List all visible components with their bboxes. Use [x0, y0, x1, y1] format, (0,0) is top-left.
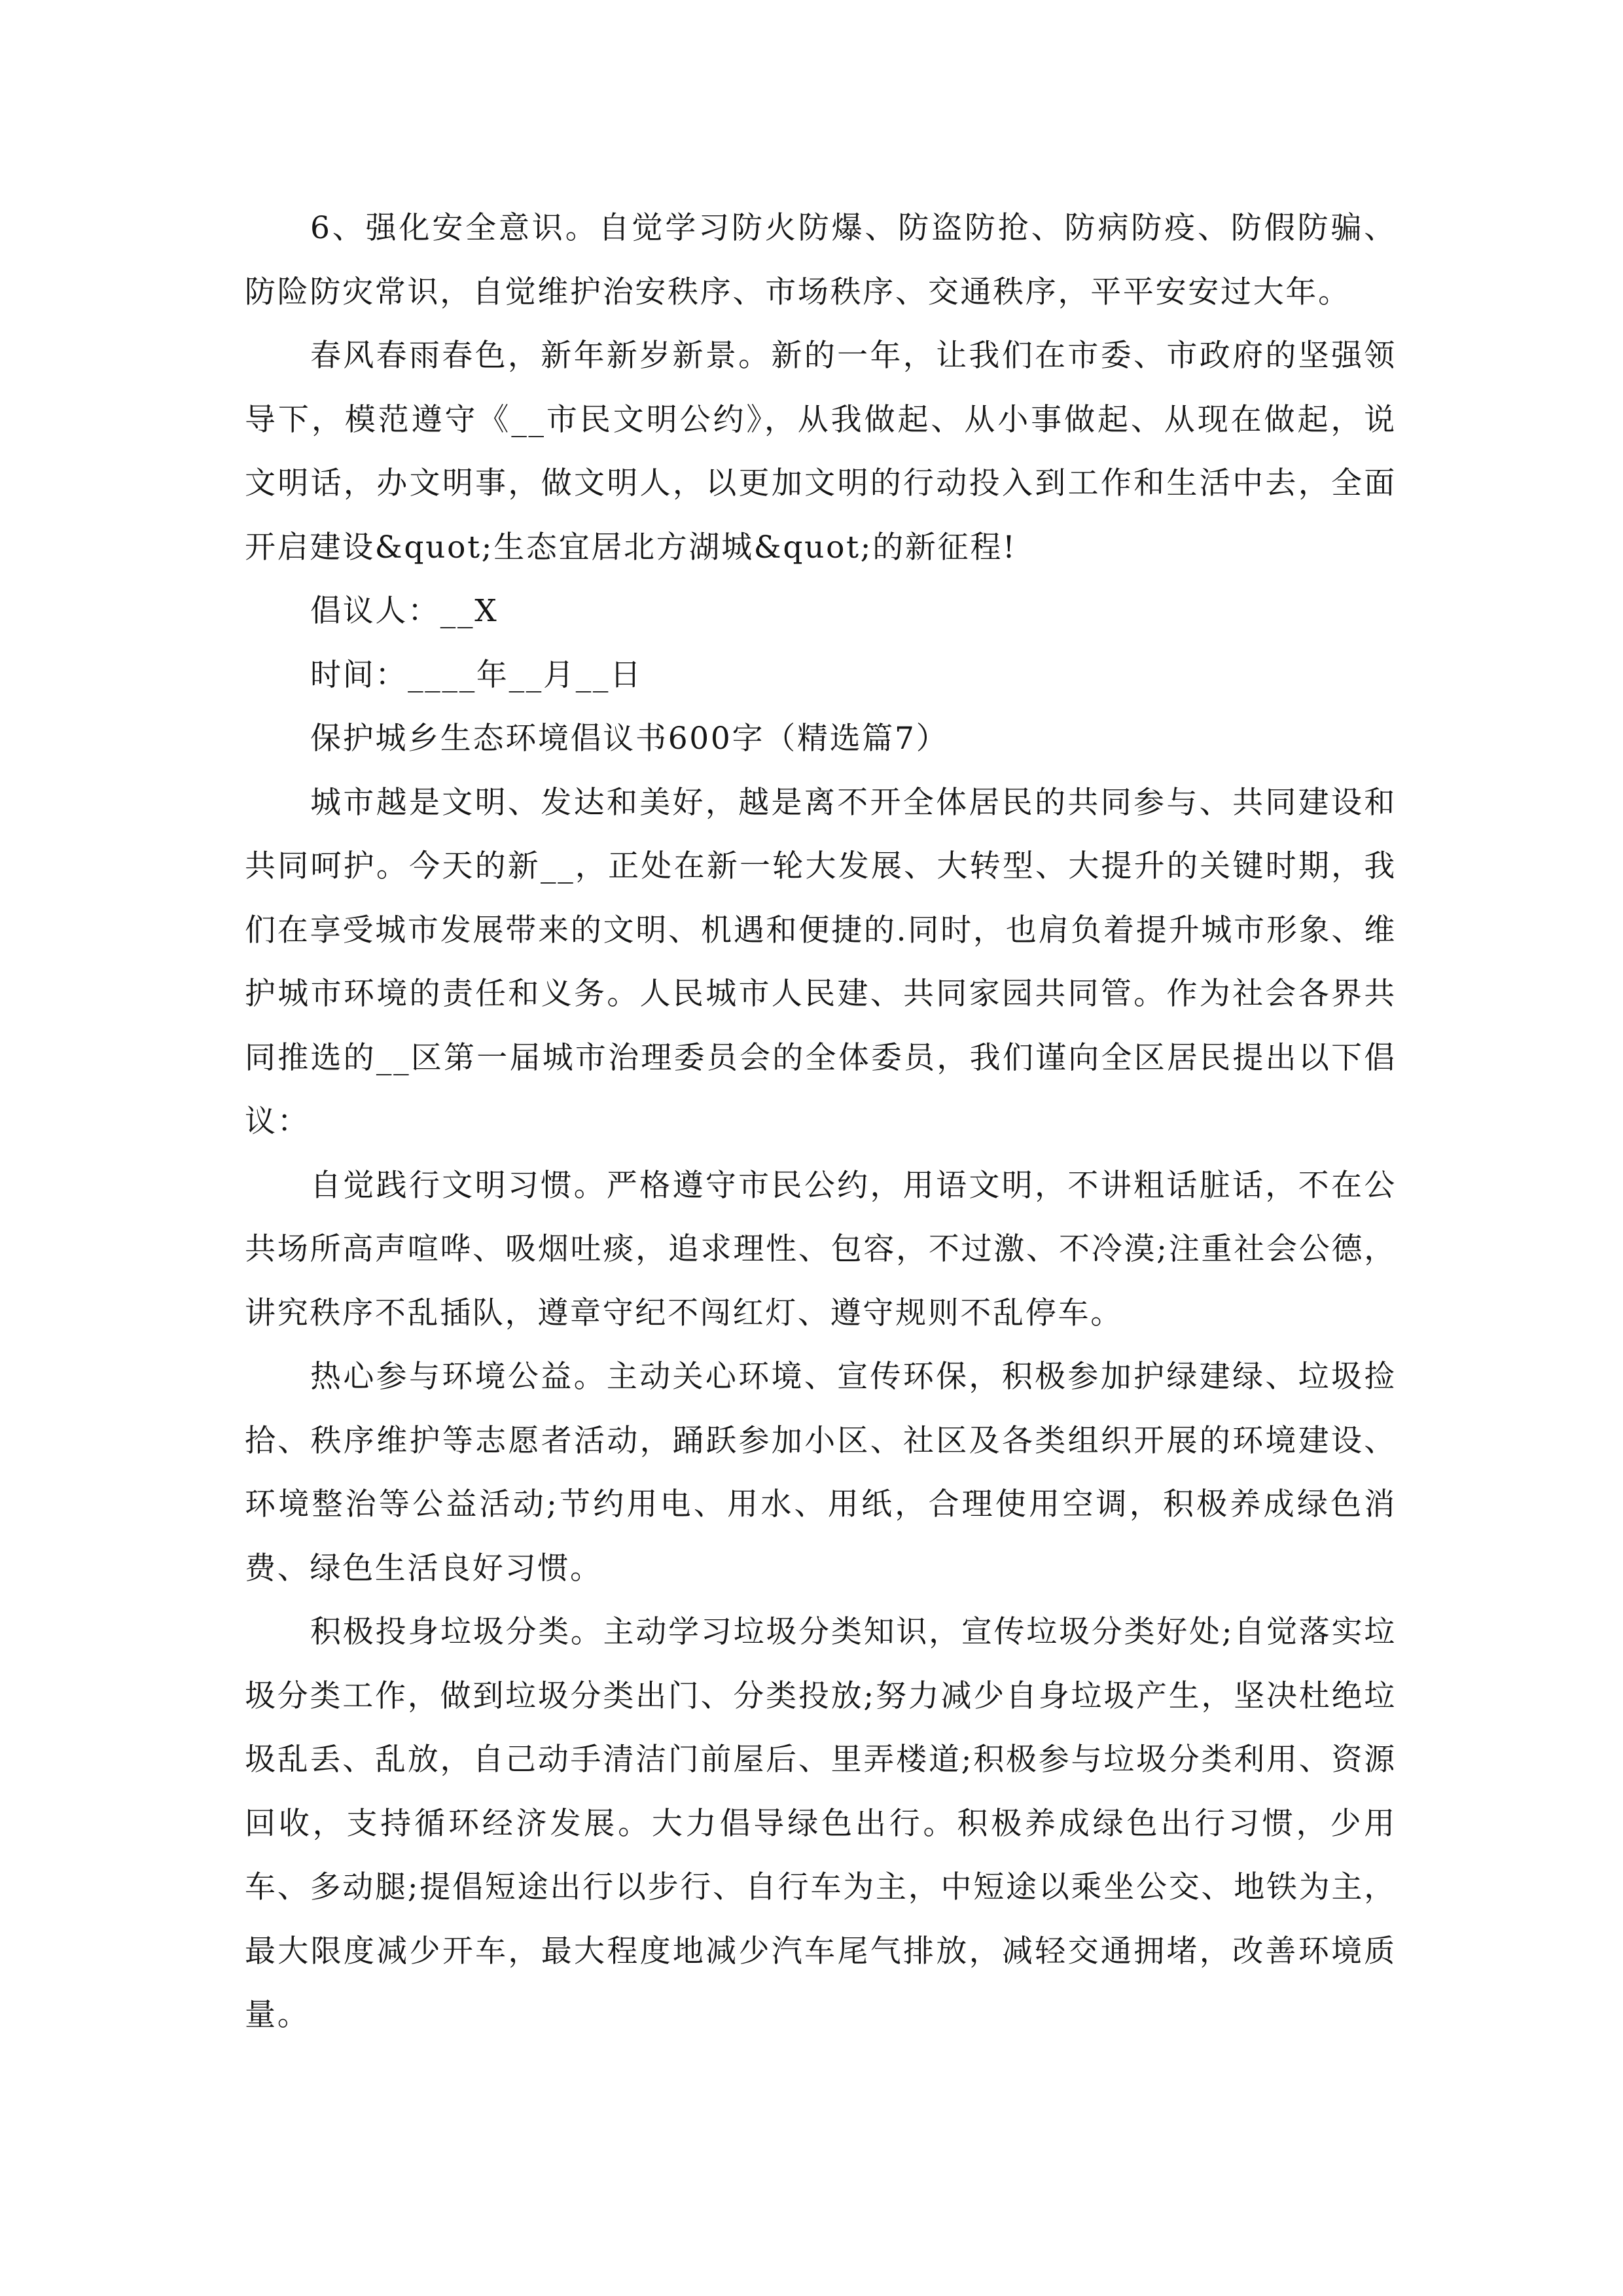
paragraph-safety-awareness: 6、强化安全意识。自觉学习防火防爆、防盗防抢、防病防疫、防假防骗、防险防灾常识，自觉维护治安秩序、市场秩序、交通秩序，平平安安过大年。 [245, 210, 1397, 310]
initiator-line: 倡议人：__X [310, 593, 499, 629]
document-body [245, 196, 1397, 2047]
paragraph-new-year: 春风春雨春色，新年新岁新景。新的一年，让我们在市委、市政府的坚强领导下，模范遵守《__市民文明公约》，从我做起、从小事做起、从现在做起，说文明话，办文明事，做文明人，以更加文明的行动投入到工作和生活中去，全面开启建设&quot;生态宜居北方湖城&quot;的新征程! [245, 338, 1397, 565]
paragraph-city-civilization: 城市越是文明、发达和美好，越是离不开全体居民的共同参与、共同建设和共同呵护。今天的新__，正处在新一轮大发展、大转型、大提升的关键时期，我们在享受城市发展带来的文明、机遇和便捷的.同时，也肩负着提升城市形象、维护城市环境的责任和义务。人民城市人民建、共同家园共同管。作为社会各界共同推选的__区第一届城市治理委员会的全体委员，我们谨向全区居民提出以下倡议： [245, 784, 1397, 1139]
paragraph-civilized-habits: 自觉践行文明习惯。严格遵守市民公约，用语文明，不讲粗话脏话，不在公共场所高声喧哗、吸烟吐痰，追求理性、包容，不过激、不冷漠;注重社会公德，讲究秩序不乱插队，遵章守纪不闯红灯、遵守规则不乱停车。 [245, 1167, 1397, 1331]
date-line: 时间：____年__月__日 [310, 656, 643, 693]
section-title: 保护城乡生态环境倡议书600字（精选篇7） [310, 721, 949, 757]
paragraph-environment-welfare: 热心参与环境公益。主动关心环境、宣传环保，积极参加护绿建绿、垃圾捡拾、秩序维护等志愿者活动，踊跃参加小区、社区及各类组织开展的环境建设、环境整治等公益活动;节约用电、用水、用纸，合理使用空调，积极养成绿色消费、绿色生活良好习惯。 [245, 1359, 1397, 1587]
paragraph-garbage-sorting: 积极投身垃圾分类。主动学习垃圾分类知识，宣传垃圾分类好处;自觉落实垃圾分类工作，做到垃圾分类出门、分类投放;努力减少自身垃圾产生，坚决杜绝垃圾乱丢、乱放，自己动手清洁门前屋后、里弄楼道;积极参与垃圾分类利用、资源回收，支持循环经济发展。大力倡导绿色出行。积极养成绿色出行习惯，少用车、多动腿;提倡短途出行以步行、自行车为主，中短途以乘坐公交、地铁为主，最大限度减少开车，最大程度地减少汽车尾气排放，减轻交通拥堵，改善环境质量。 [245, 1614, 1397, 2033]
